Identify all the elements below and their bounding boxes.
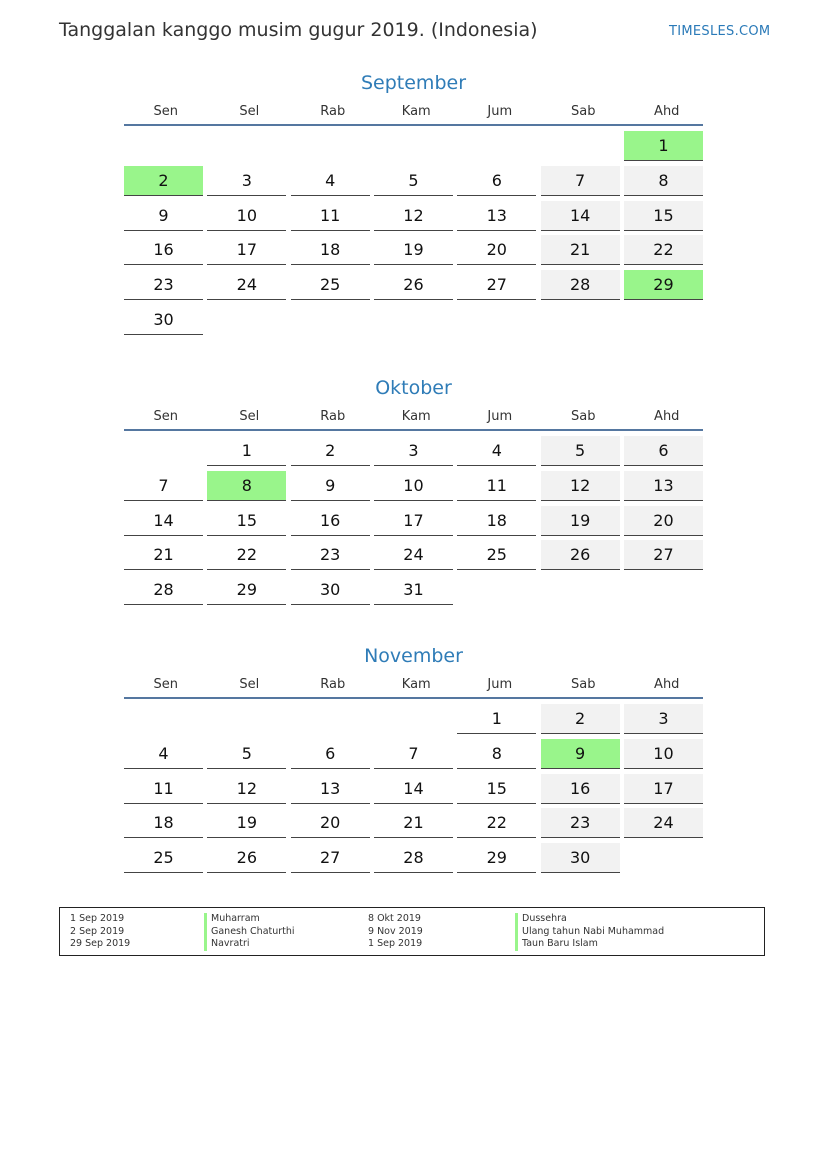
day-cell: 30 xyxy=(124,305,203,335)
day-cell: 16 xyxy=(124,235,203,265)
legend-holiday-name: Ganesh Chaturthi xyxy=(204,926,295,939)
month-calendar-oktober xyxy=(124,373,703,605)
weekday-label: Sab xyxy=(571,103,596,119)
day-cell: 22 xyxy=(207,540,286,570)
weekday-label: Sen xyxy=(153,676,178,692)
weekday-header xyxy=(124,403,703,431)
day-cell: 8 xyxy=(624,166,703,196)
day-cell: 29 xyxy=(624,270,703,300)
day-cell: 18 xyxy=(124,808,203,838)
day-cell: 3 xyxy=(207,166,286,196)
legend-date: 1 Sep 2019 xyxy=(70,913,125,924)
day-cell: 26 xyxy=(207,843,286,873)
day-cell: 2 xyxy=(291,436,370,466)
day-cell: 22 xyxy=(457,808,536,838)
day-cell: 4 xyxy=(124,739,203,769)
day-cell: 10 xyxy=(207,201,286,231)
day-cell: 13 xyxy=(624,471,703,501)
day-cell: 27 xyxy=(624,540,703,570)
day-cell: 5 xyxy=(207,739,286,769)
day-cell: 7 xyxy=(124,471,203,501)
day-cell: 6 xyxy=(624,436,703,466)
weekday-label: Jum xyxy=(487,408,513,424)
day-cell: 27 xyxy=(291,843,370,873)
day-cell: 20 xyxy=(291,808,370,838)
day-cell: 17 xyxy=(207,235,286,265)
day-cell: 11 xyxy=(124,774,203,804)
month-title: November xyxy=(364,645,463,667)
day-cell: 28 xyxy=(124,575,203,605)
day-cell: 14 xyxy=(541,201,620,231)
day-cell: 9 xyxy=(124,201,203,231)
day-cell: 27 xyxy=(457,270,536,300)
legend-holiday-name: Dussehra xyxy=(515,913,664,926)
legend-holiday-name: Ulang tahun Nabi Muhammad xyxy=(515,926,664,939)
day-cell: 14 xyxy=(124,506,203,536)
weekday-label: Jum xyxy=(487,103,513,119)
day-cell: 22 xyxy=(624,235,703,265)
day-cell: 15 xyxy=(457,774,536,804)
weekday-label: Sel xyxy=(239,676,260,692)
day-cell: 2 xyxy=(124,166,203,196)
legend-date: 8 Okt 2019 xyxy=(368,913,421,924)
month-calendar-september xyxy=(124,68,703,335)
day-cell: 1 xyxy=(624,131,703,161)
day-cell: 24 xyxy=(207,270,286,300)
day-cell: 11 xyxy=(291,201,370,231)
day-cell: 21 xyxy=(124,540,203,570)
day-cell: 16 xyxy=(291,506,370,536)
legend-date: 29 Sep 2019 xyxy=(70,938,131,950)
day-cell: 9 xyxy=(541,739,620,769)
weekday-label: Sen xyxy=(153,103,178,119)
month-calendar-november xyxy=(124,641,703,873)
day-cell: 2 xyxy=(541,704,620,734)
weekday-header xyxy=(124,671,703,699)
legend-dates-left xyxy=(70,913,130,951)
day-cell: 26 xyxy=(541,540,620,570)
weekday-label: Ahd xyxy=(654,103,680,119)
day-cell: 18 xyxy=(291,235,370,265)
weekday-label: Ahd xyxy=(654,676,680,692)
weekday-label: Rab xyxy=(320,408,346,424)
legend-date: 9 Nov 2019 xyxy=(368,925,423,937)
day-cell: 9 xyxy=(291,471,370,501)
weekday-label: Sel xyxy=(239,408,260,424)
day-cell: 30 xyxy=(541,843,620,873)
weekday-label: Kam xyxy=(401,408,431,424)
day-cell: 16 xyxy=(541,774,620,804)
day-cell: 25 xyxy=(457,540,536,570)
day-cell: 19 xyxy=(541,506,620,536)
weekday-label: Rab xyxy=(320,103,346,119)
day-cell: 1 xyxy=(457,704,536,734)
day-cell: 10 xyxy=(624,739,703,769)
day-cell: 17 xyxy=(374,506,453,536)
day-cell: 20 xyxy=(457,235,536,265)
legend-holiday-name: Navratri xyxy=(204,938,295,951)
day-cell: 5 xyxy=(541,436,620,466)
weekday-header xyxy=(124,98,703,126)
day-cell: 19 xyxy=(374,235,453,265)
day-cell: 21 xyxy=(374,808,453,838)
day-cell: 3 xyxy=(624,704,703,734)
day-cell: 8 xyxy=(457,739,536,769)
day-cell: 28 xyxy=(541,270,620,300)
day-cell: 25 xyxy=(124,843,203,873)
day-cell: 12 xyxy=(374,201,453,231)
day-cell: 29 xyxy=(207,575,286,605)
day-cell: 12 xyxy=(207,774,286,804)
day-cell: 23 xyxy=(124,270,203,300)
day-cell: 20 xyxy=(624,506,703,536)
day-cell: 29 xyxy=(457,843,536,873)
day-cell: 15 xyxy=(624,201,703,231)
month-title: Oktober xyxy=(375,377,452,399)
weekday-label: Sab xyxy=(571,676,596,692)
day-cell: 25 xyxy=(291,270,370,300)
day-cell: 15 xyxy=(207,506,286,536)
weekday-label: Sen xyxy=(153,408,178,424)
weekday-label: Jum xyxy=(487,676,513,692)
day-cell: 24 xyxy=(624,808,703,838)
day-cell: 5 xyxy=(374,166,453,196)
day-cell: 23 xyxy=(541,808,620,838)
legend-date: 1 Sep 2019 xyxy=(368,938,423,950)
legend-names-left xyxy=(204,913,295,951)
legend-holiday-name: Muharram xyxy=(204,913,295,926)
day-cell: 30 xyxy=(291,575,370,605)
day-cell: 12 xyxy=(541,471,620,501)
legend-dates-right xyxy=(368,913,423,951)
weekday-label: Kam xyxy=(401,676,431,692)
day-cell: 11 xyxy=(457,471,536,501)
day-grid xyxy=(124,436,703,605)
day-cell: 1 xyxy=(207,436,286,466)
day-grid xyxy=(124,704,703,873)
day-cell: 19 xyxy=(207,808,286,838)
day-cell: 28 xyxy=(374,843,453,873)
day-grid xyxy=(124,131,703,335)
weekday-label: Sab xyxy=(571,408,596,424)
day-cell: 21 xyxy=(541,235,620,265)
holiday-legend xyxy=(59,907,765,956)
day-cell: 26 xyxy=(374,270,453,300)
page-title: Tanggalan kanggo musim gugur 2019. (Indonesia) xyxy=(59,19,538,41)
legend-date: 2 Sep 2019 xyxy=(70,925,125,937)
weekday-label: Rab xyxy=(320,676,346,692)
day-cell: 31 xyxy=(374,575,453,605)
day-cell: 14 xyxy=(374,774,453,804)
day-cell: 18 xyxy=(457,506,536,536)
day-cell: 4 xyxy=(291,166,370,196)
day-cell: 3 xyxy=(374,436,453,466)
weekday-label: Ahd xyxy=(654,408,680,424)
day-cell: 17 xyxy=(624,774,703,804)
day-cell: 6 xyxy=(291,739,370,769)
day-cell: 6 xyxy=(457,166,536,196)
day-cell: 13 xyxy=(457,201,536,231)
day-cell: 7 xyxy=(374,739,453,769)
weekday-label: Sel xyxy=(239,103,260,119)
month-title: September xyxy=(360,72,467,94)
brand-logo[interactable]: TIMESLES.COM xyxy=(669,24,771,39)
legend-holiday-name: Taun Baru Islam xyxy=(515,938,664,951)
day-cell: 4 xyxy=(457,436,536,466)
day-cell: 8 xyxy=(207,471,286,501)
day-cell: 24 xyxy=(374,540,453,570)
day-cell: 7 xyxy=(541,166,620,196)
legend-names-right xyxy=(515,913,664,951)
day-cell: 23 xyxy=(291,540,370,570)
day-cell: 13 xyxy=(291,774,370,804)
day-cell: 10 xyxy=(374,471,453,501)
weekday-label: Kam xyxy=(401,103,431,119)
